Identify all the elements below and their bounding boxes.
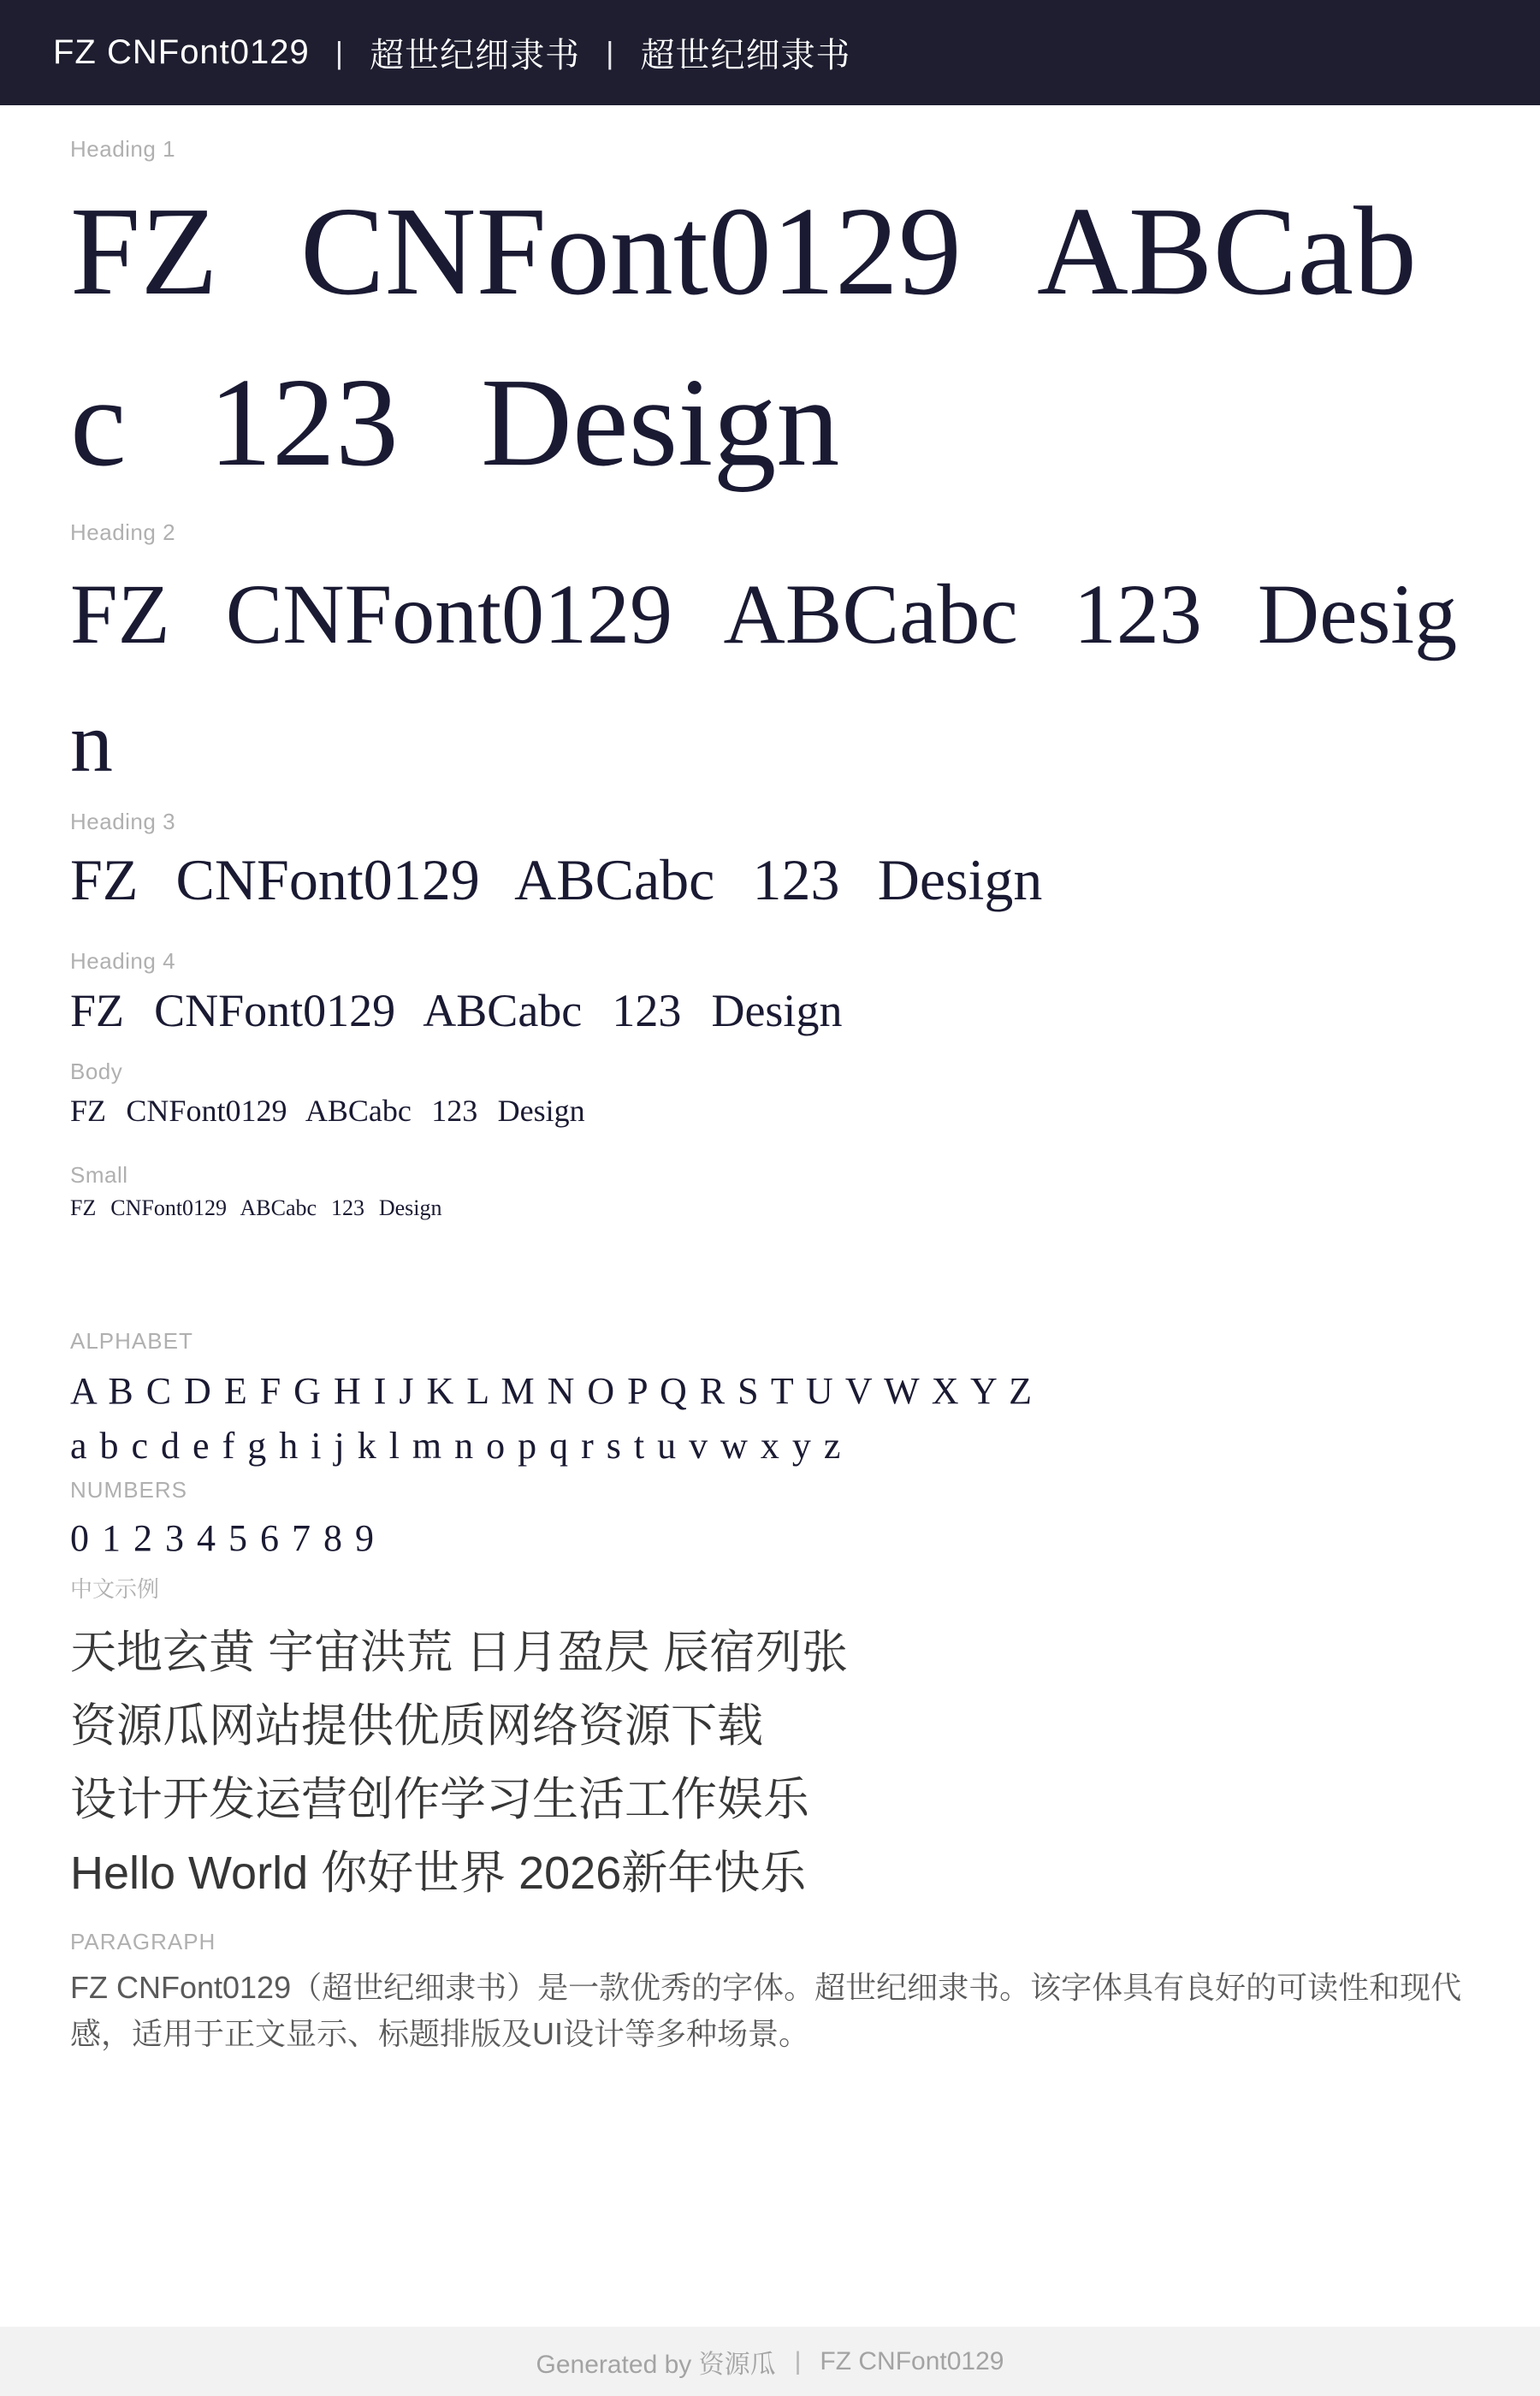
chinese-sample-line: 资源瓜网站提供优质网络资源下载 [70,1700,763,1753]
specimen-sample-text: FZ CNFont0129 ABCabc 123 Design [70,1195,442,1220]
specimen-label: Body [70,1059,123,1085]
footer-separator-icon: | [794,2346,802,2375]
specimen-heading-1 [70,134,1470,509]
specimen-content [0,105,1540,2327]
specimen-label: Heading 1 [70,136,176,162]
specimen-small [70,1160,1470,1224]
specimen-sample-text: FZ CNFont0129 ABCabc 123 Design [70,984,843,1036]
chinese-sample-line: 设计开发运营创作学习生活工作娱乐 [70,1774,809,1826]
specimen-body [70,1057,1470,1132]
chinese-sample-line: 天地玄黄 宇宙洪荒 日月盈昃 辰宿列张 [70,1627,849,1679]
alphabet-lowercase-row: a b c d e f g h i j k l m n o p q r s t u v w x y z [70,1425,843,1468]
specimen-sample-text: FZ CNFont0129 ABCabc 123 Design [70,566,1458,790]
chinese-sample-label: 中文示例 [70,1576,160,1603]
specimen-heading-2 [70,518,1470,807]
specimen-sample-text: FZ CNFont0129 ABCabc 123 Design [70,1094,585,1129]
specimen-heading-3 [70,807,1470,921]
specimen-sample-text: FZ CNFont0129 ABCabc 123 Design [70,846,1043,912]
specimen-label: Heading 3 [70,808,176,834]
numbers-label: NUMBERS [70,1477,188,1503]
alphabet-uppercase-row: A B C D E F G H I J K L M N O P Q R S T U V W X Y Z [70,1370,1034,1413]
paragraph-label: PARAGRAPH [70,1929,216,1955]
footer-bar [0,2327,1540,2396]
footer-font-title: FZ CNFont0129 [820,2346,1004,2375]
chinese-sample-line: Hello World 你好世界 2026新年快乐 [70,1847,807,1900]
header-bar [0,0,1540,105]
header-font-cn-name-alt: 超世纪细隶书 [640,37,851,74]
specimen-label: Small [70,1161,128,1188]
alphabet-section [70,1326,1470,1566]
specimen-heading-4 [70,946,1470,1044]
specimen-label: Heading 2 [70,519,176,545]
paragraph-section [70,1927,1470,2057]
chinese-sample-section [70,1575,1470,1910]
header-separator-icon: | [606,34,615,70]
alphabet-label: ALPHABET [70,1328,193,1355]
specimen-label: Heading 4 [70,947,176,974]
numbers-row: 0 1 2 3 4 5 6 7 8 9 [70,1517,376,1560]
header-font-title: FZ CNFont0129 [53,33,310,71]
specimen-sample-text: FZ CNFont0129 ABCabc 123 Design [70,181,1417,493]
header-separator-icon: | [335,34,345,70]
header-font-cn-name: 超世纪细隶书 [370,37,581,74]
paragraph-text: FZ CNFont0129（超世纪细隶书）是一款优秀的字体。超世纪细隶书。该字体具有良好的可读性和现代感，适用于正文显示、标题排版及UI设计等多种场景。 [70,1970,1462,2052]
footer-generated-by: Generated by 资源瓜 [536,2350,776,2379]
